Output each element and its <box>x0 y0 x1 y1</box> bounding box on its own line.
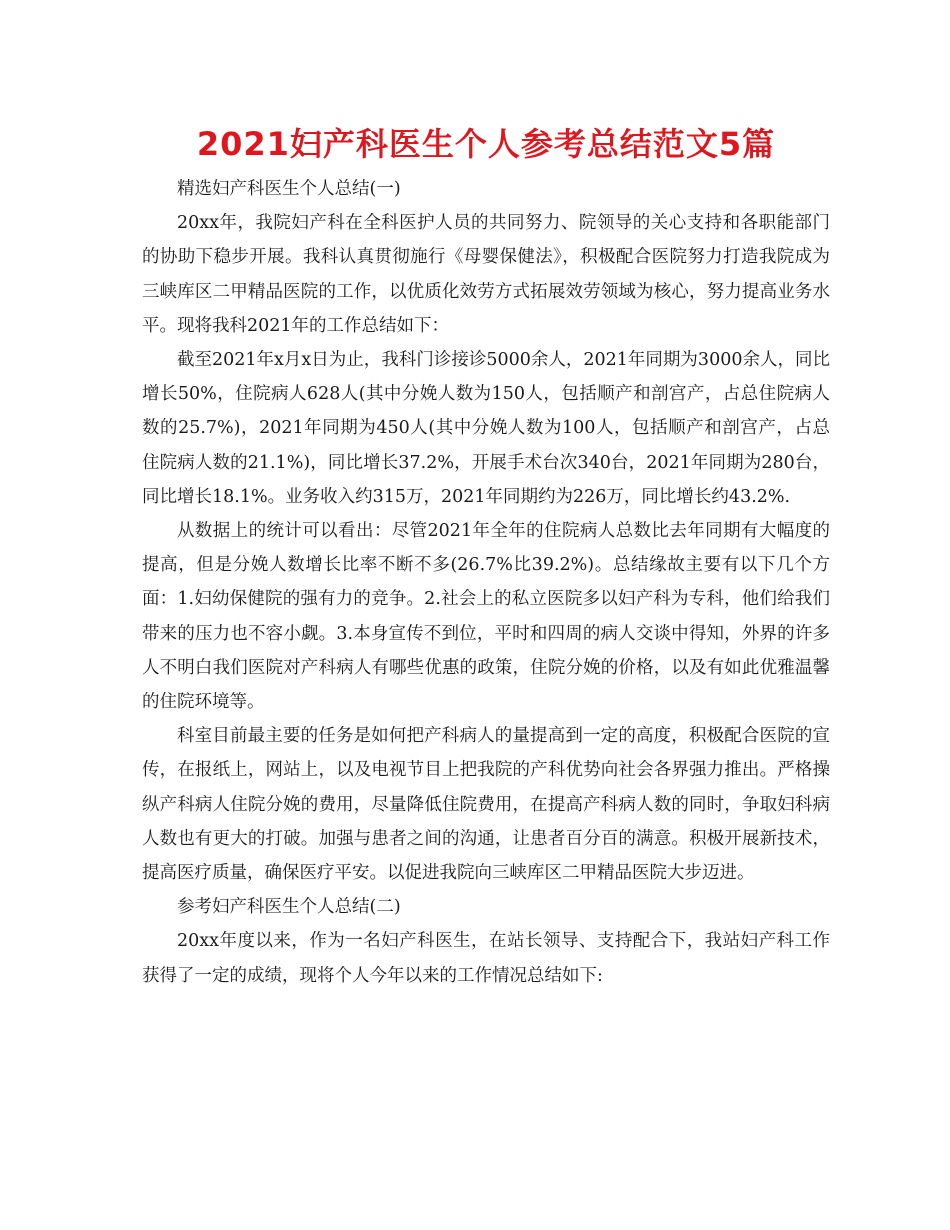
section-heading-1: 精选妇产科医生个人总结(一) <box>177 179 401 199</box>
paragraph-5: 20xx年度以来，作为一名妇产科医生，在站长领导、支持配合下，我站妇产科工作获得了一定的成绩，现将个人今年以来的工作情况总结如下: <box>142 931 830 986</box>
document-title: 2021妇产科医生个人参考总结范文5篇 <box>196 125 776 163</box>
paragraph-2: 截至2021年x月x日为止，我科门诊接诊5000余人，2021年同期为3000余人，同比增长50%，住院病人628人(其中分娩人数为150人，包括顺产和剖宫产，占总住院病人数的25.7%)，2021年同期为450人(其中分娩人数为100人，包括顺产和剖宫产，占总住院病人数的21.1%)，同比增长37.2%，开展手术台次340台，2021年同期为280台，同比增长18.1%。业务收入约315万，2021年同期约为226万，同比增长约43.2%. <box>142 350 830 507</box>
paragraph-4: 科室目前最主要的任务是如何把产科病人的量提高到一定的高度，积极配合医院的宣传，在报纸上，网站上，以及电视节目上把我院的产科优势向社会各界强力推出。严格操纵产科病人住院分娩的费用，尽量降低住院费用，在提高产科病人数的同时，争取妇科病人数也有更大的打破。加强与患者之间的沟通，让患者百分百的满意。积极开展新技术，提高医疗质量，确保医疗平安。以促进我院向三峡库区二甲精品医院大步迈进。 <box>142 726 830 884</box>
section-heading-2: 参考妇产科医生个人总结(二) <box>177 897 401 918</box>
paragraph-1: 20xx年，我院妇产科在全科医护人员的共同努力、院领导的关心支持和各职能部门的协助下稳步开展。我科认真贯彻施行《母婴保健法》，积极配合医院努力打造我院成为三峡库区二甲精品医院的工作，以优质化效劳方式拓展效劳领域为核心，努力提高业务水平。现将我科2021年的工作总结如下： <box>142 213 830 336</box>
paragraph-3: 从数据上的统计可以看出：尽管2021年全年的住院病人总数比去年同期有大幅度的提高，但是分娩人数增长比率不断不多(26.7%比39.2%)。总结缘故主要有以下几个方面：1.妇幼保健院的强有力的竞争。2.社会上的私立医院多以妇产科为专科，他们给我们带来的压力也不容小觑。3.本身宣传不到位，平时和四周的病人交谈中得知，外界的许多人不明白我们医院对产科病人有哪些优惠的政策，住院分娩的价格，以及有如此优雅温馨的住院环境等。 <box>142 521 830 713</box>
